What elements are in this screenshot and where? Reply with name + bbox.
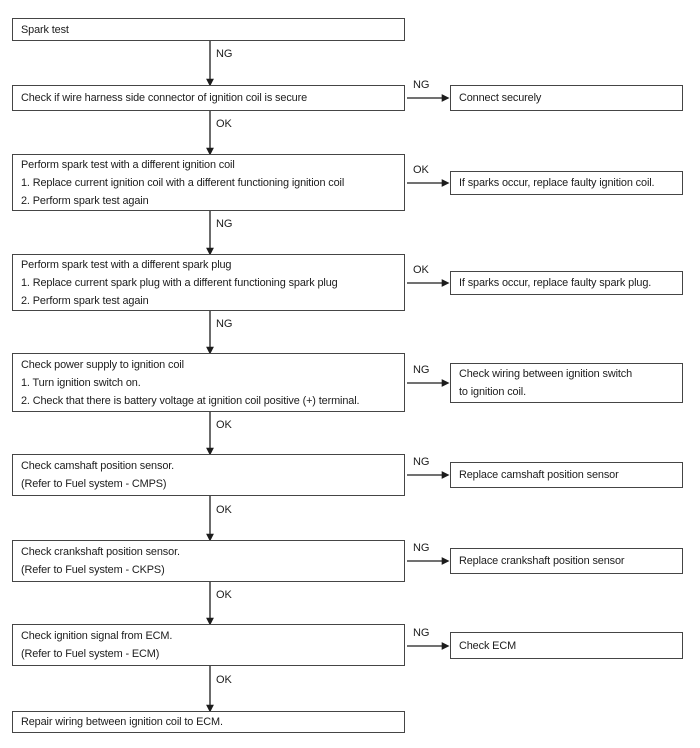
edge-label-down-1: OK <box>216 118 232 130</box>
edge-label-down-6: OK <box>216 589 232 601</box>
result-text: Connect securely <box>459 92 542 104</box>
step-check-power-supply <box>12 353 405 412</box>
edge-label-side-3: OK <box>413 264 429 276</box>
result-text: to ignition coil. <box>459 386 526 398</box>
result-text: If sparks occur, replace faulty spark plug. <box>459 277 652 289</box>
step-text: 2. Perform spark test again <box>21 294 149 307</box>
step-text: Check if wire harness side connector of ignition coil is secure <box>21 92 308 104</box>
step-spark-test-different-coil <box>12 154 405 211</box>
step-spark-test <box>12 18 405 41</box>
edge-label-side-6: NG <box>413 542 430 554</box>
step-repair-wiring <box>12 711 405 733</box>
edge-label-down-2: NG <box>216 218 233 230</box>
result-text: Check wiring between ignition switch <box>459 368 633 380</box>
result-text: Replace camshaft position sensor <box>459 469 619 481</box>
step-check-harness-connector <box>12 85 405 111</box>
result-check-ecm <box>450 632 683 659</box>
step-check-ecm-signal <box>12 624 405 666</box>
step-text: Check crankshaft position sensor. <box>21 546 180 558</box>
result-check-wiring-ignition-switch <box>450 363 683 403</box>
edge-label-side-5: NG <box>413 456 430 468</box>
edge-label-side-1: NG <box>413 79 430 91</box>
step-text: (Refer to Fuel system - ECM) <box>21 648 160 660</box>
step-text: 1. Turn ignition switch on. <box>21 376 141 389</box>
step-text: Check camshaft position sensor. <box>21 460 175 472</box>
edge-label-down-4: OK <box>216 419 232 431</box>
step-spark-test-different-plug <box>12 254 405 311</box>
step-check-crankshaft-sensor <box>12 540 405 582</box>
edge-label-down-5: OK <box>216 504 232 516</box>
step-text: Repair wiring between ignition coil to ECM. <box>21 716 223 728</box>
edge-label-down-3: NG <box>216 318 233 330</box>
result-replace-camshaft-sensor <box>450 462 683 488</box>
result-replace-faulty-spark-plug <box>450 271 683 295</box>
step-text: Perform spark test with a different spark plug <box>21 258 232 271</box>
step-text: Check ignition signal from ECM. <box>21 630 173 642</box>
step-text: (Refer to Fuel system - CKPS) <box>21 564 165 576</box>
result-text: Replace crankshaft position sensor <box>459 555 625 567</box>
step-text: (Refer to Fuel system - CMPS) <box>21 478 167 490</box>
step-text: 2. Check that there is battery voltage at ignition coil positive (+) terminal. <box>21 394 360 407</box>
step-text: 1. Replace current spark plug with a different functioning spark plug <box>21 276 338 289</box>
edge-label-side-2: OK <box>413 164 429 176</box>
step-text: Spark test <box>21 23 69 36</box>
result-connect-securely <box>450 85 683 111</box>
result-text: If sparks occur, replace faulty ignition coil. <box>459 177 655 189</box>
step-check-camshaft-sensor <box>12 454 405 496</box>
edge-label-side-7: NG <box>413 627 430 639</box>
result-replace-crankshaft-sensor <box>450 548 683 574</box>
edge-label-down-0: NG <box>216 48 233 60</box>
step-text: Perform spark test with a different ignition coil <box>21 158 235 171</box>
result-replace-faulty-ignition-coil <box>450 171 683 195</box>
step-text: 2. Perform spark test again <box>21 194 149 207</box>
edge-label-side-4: NG <box>413 364 430 376</box>
step-text: Check power supply to ignition coil <box>21 358 184 371</box>
result-text: Check ECM <box>459 639 517 652</box>
step-text: 1. Replace current ignition coil with a different functioning ignition coil <box>21 176 345 189</box>
edge-label-down-7: OK <box>216 674 232 686</box>
